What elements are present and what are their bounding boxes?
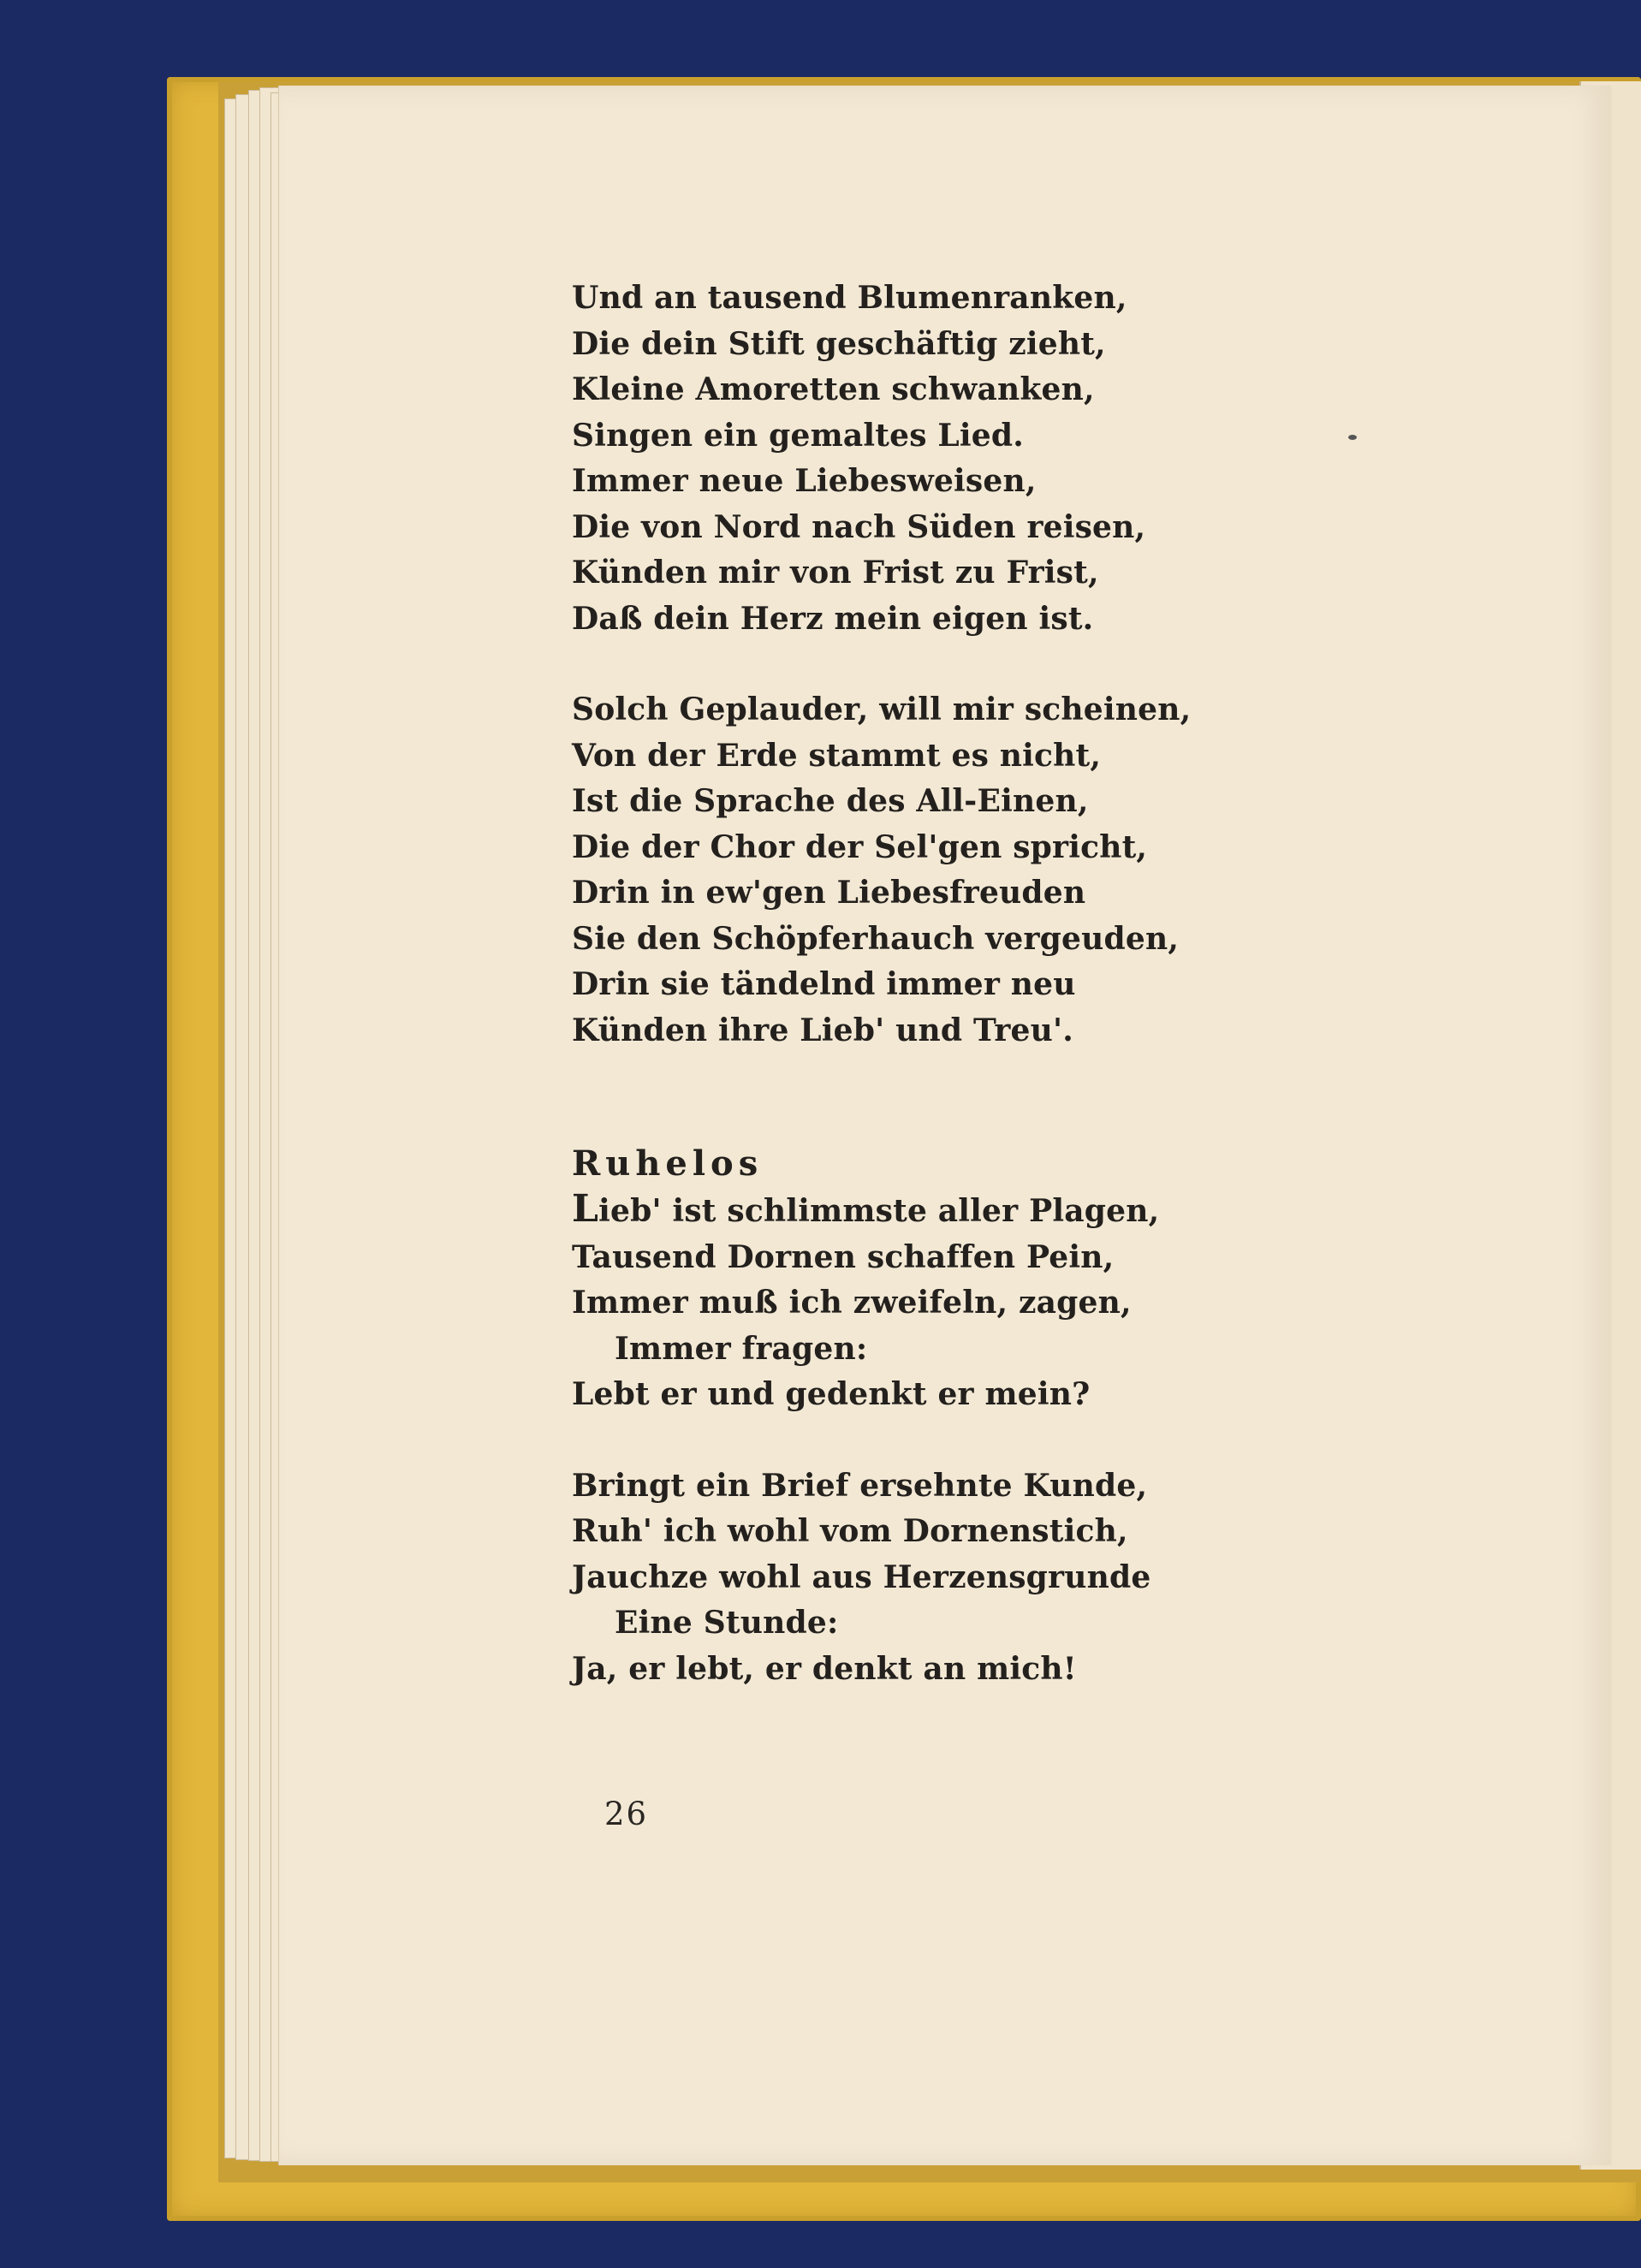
page-text <box>572 276 1192 1692</box>
verse-line: Die der Chor der Sel'gen spricht, <box>572 828 1148 865</box>
verse-line: Sie den Schöpferhauch vergeuden, <box>572 920 1180 957</box>
verse-line: Drin in ew'gen Liebesfreuden <box>572 875 1086 911</box>
poem2-stanza1 <box>572 1186 1160 1418</box>
verse-line-indented: Immer fragen: <box>615 1330 868 1367</box>
verse-line: Immer neue Liebesweisen, <box>572 463 1037 499</box>
initial-letter: L <box>572 1187 599 1231</box>
verse-line: Lebt er und gedenkt er mein? <box>572 1376 1091 1412</box>
verse-line: Immer muß ich zweifeln, zagen, <box>572 1285 1132 1321</box>
verse-line: Die von Nord nach Süden reisen, <box>572 508 1146 545</box>
verse-line: Von der Erde stammt es nicht, <box>572 737 1102 774</box>
stanza-gap <box>572 1418 1085 1464</box>
verse-line: Tausend Dornen schaffen Pein, <box>572 1238 1115 1275</box>
verse-line: Jauchze wohl aus Herzensgrunde <box>572 1559 1151 1595</box>
verse-line-indented: Eine Stunde: <box>615 1605 839 1641</box>
verse-line: Solch Geplauder, will mir scheinen, <box>572 692 1192 727</box>
poem-title: Ruhelos <box>572 1143 764 1184</box>
page-number: 26 <box>604 1796 649 1832</box>
verse-line-rest: ieb' ist schlimmste aller Plagen, <box>598 1193 1160 1229</box>
verse-line: Drin sie tändelnd immer neu <box>572 966 1076 1002</box>
verse-line <box>572 1186 1160 1235</box>
verse-line: Ja, er lebt, er denkt an mich! <box>572 1650 1077 1687</box>
verse-line: Und an tausend Blumenranken, <box>572 280 1127 316</box>
verse-line: Ruh' ich wohl vom Dornenstich, <box>572 1513 1128 1549</box>
verse-line: Künden ihre Lieb' und Treu'. <box>572 1012 1073 1048</box>
verse-line: Künden mir von Frist zu Frist, <box>572 555 1099 591</box>
verse-line: Singen ein gemaltes Lied. <box>572 417 1025 454</box>
verse-line: Kleine Amoretten schwanken, <box>572 371 1095 407</box>
section-gap <box>572 1054 1085 1141</box>
poem2-stanza2 <box>572 1464 1151 1693</box>
poem1-stanza2 <box>572 687 1192 1054</box>
ink-speck <box>1348 435 1357 440</box>
verse-line: Bringt ein Brief ersehnte Kunde, <box>572 1467 1148 1504</box>
stanza-gap <box>572 642 1085 687</box>
verse-line: Die dein Stift geschäftig zieht, <box>572 325 1106 362</box>
verse-line: Ist die Sprache des All-Einen, <box>572 783 1089 819</box>
verse-line: Daß dein Herz mein eigen ist. <box>572 600 1094 637</box>
poem1-stanza1 <box>572 276 1146 642</box>
